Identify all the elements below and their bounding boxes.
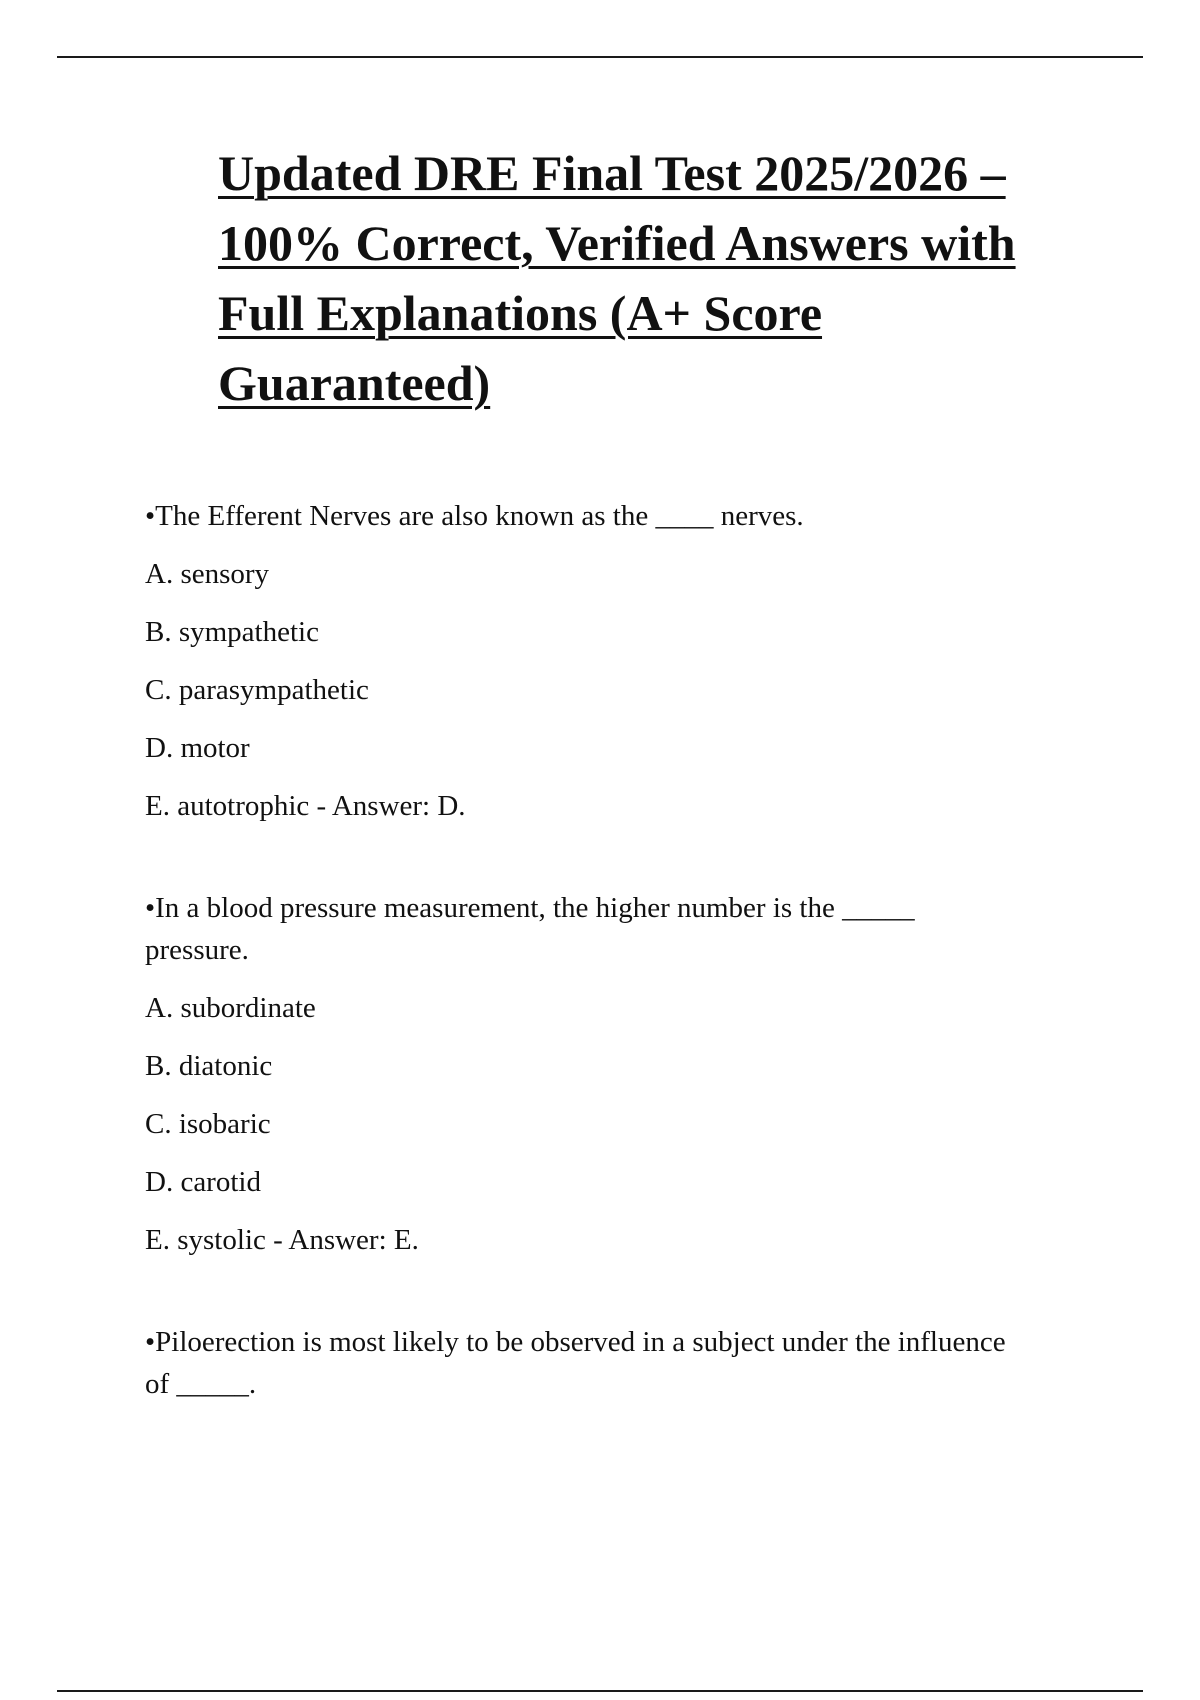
answer-option-e: E. autotrophic - Answer: D. xyxy=(145,790,466,822)
answer-option-b: B. sympathetic xyxy=(145,616,319,648)
document-title: Updated DRE Final Test 2025/2026 – 100% Correct, Verified Answers with Full Explanations (A+ Score Guaranteed) xyxy=(218,145,1016,411)
answer-option-b: B. diatonic xyxy=(145,1050,273,1082)
question-text: •In a blood pressure measurement, the higher number is the _____ pressure. xyxy=(145,892,915,966)
answer-option-c: C. isobaric xyxy=(145,1108,271,1140)
question-item-3 xyxy=(145,1321,1045,1405)
answer-option-e: E. systolic - Answer: E. xyxy=(145,1224,419,1256)
question-list xyxy=(145,495,1045,1465)
top-divider xyxy=(57,56,1143,58)
bottom-divider xyxy=(57,1690,1143,1692)
answer-option-d: D. motor xyxy=(145,732,250,764)
question-text: •The Efferent Nerves are also known as the ____ nerves. xyxy=(145,500,804,532)
answer-option-d: D. carotid xyxy=(145,1166,261,1198)
answer-option-a: A. sensory xyxy=(145,558,270,590)
question-item-1 xyxy=(145,495,1045,827)
answer-option-c: C. parasympathetic xyxy=(145,674,369,706)
question-item-2 xyxy=(145,887,1045,1261)
answer-option-a: A. subordinate xyxy=(145,992,316,1024)
question-text: •Piloerection is most likely to be observed in a subject under the influence of _____. xyxy=(145,1326,1006,1400)
